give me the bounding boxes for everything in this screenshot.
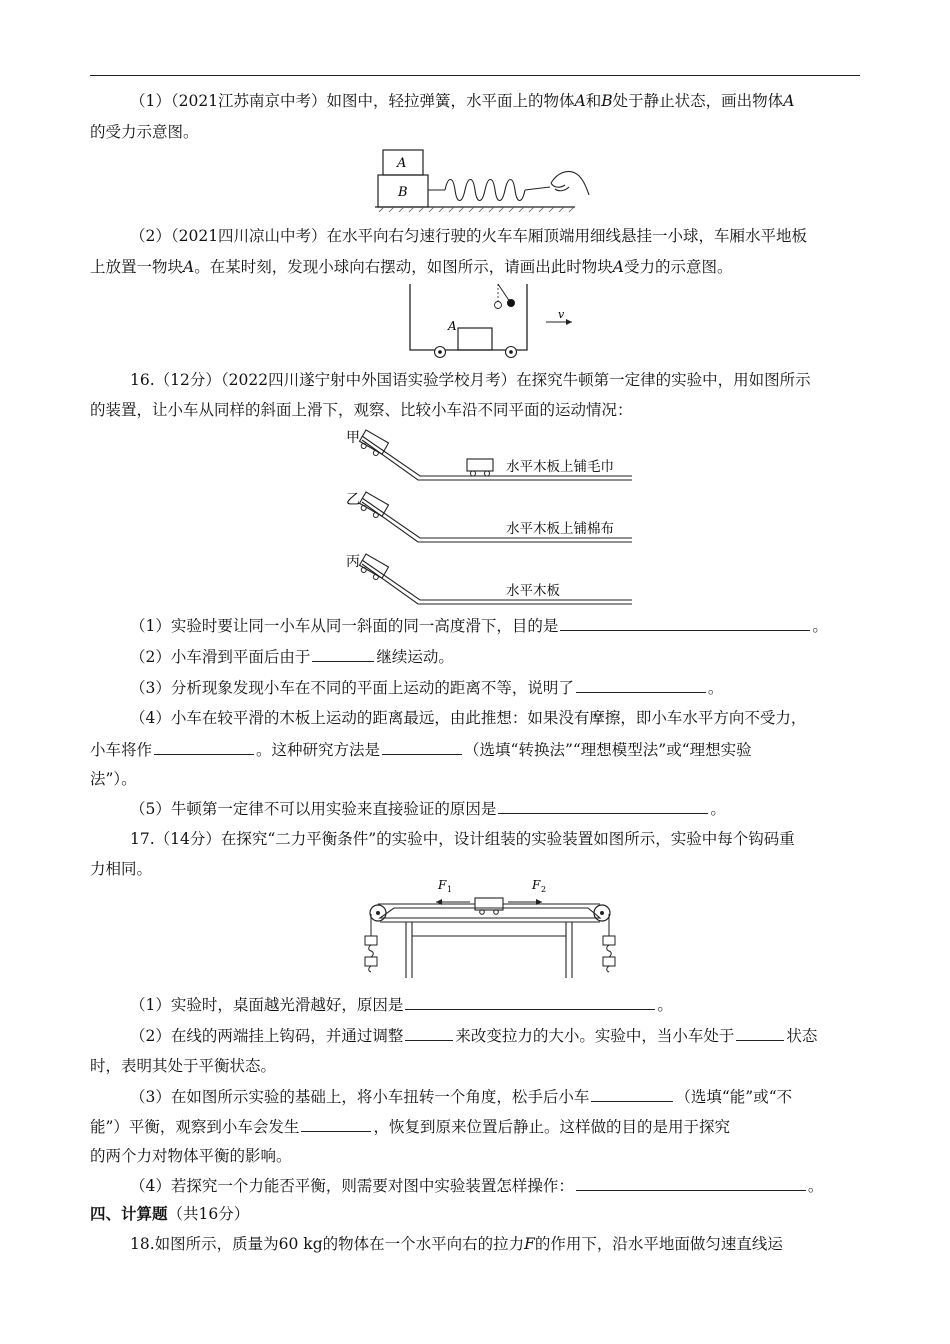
q17-sub3-line2: 能”）平衡，观察到小车会发生 ，恢复到原来位置后静止。这样做的目的是用于探究 (90, 1115, 862, 1138)
section-4-heading: 四、计算题（共16分） (90, 1204, 250, 1223)
f2-sub: 2 (541, 885, 547, 894)
q17-sub2-line2: 时，表明其处于平衡状态。 (90, 1057, 277, 1075)
ramp-bing (362, 560, 632, 604)
weight-right-1 (603, 936, 615, 945)
surface-jia: 水平木板上铺毛巾 (506, 459, 614, 475)
spring-blocks-figure (375, 145, 605, 215)
answer-blank[interactable] (154, 738, 254, 755)
q17-sub4: （4）若探究一个力能否平衡，则需要对图中实验装置怎样操作： 。 (90, 1174, 902, 1197)
train-car-figure (400, 282, 590, 362)
answer-blank[interactable] (498, 797, 708, 814)
answer-blank[interactable] (405, 1024, 453, 1041)
block-a-label: A (448, 319, 457, 333)
surface-yi: 水平木板上铺棉布 (506, 521, 614, 537)
q17-text-line2: 力相同。 (90, 860, 153, 878)
incline-experiment-figure (340, 424, 640, 606)
block-b-label: B (398, 185, 408, 200)
pendulum-ball (507, 299, 515, 307)
q16-text-line2: 的装置，让小车从同样的斜面上滑下，观察、比较小车沿不同平面的运动情况： (90, 401, 633, 419)
weight-right-2 (603, 957, 615, 966)
label-bing: 丙 (346, 554, 360, 570)
pendulum-string (498, 284, 510, 302)
ground-hatching (379, 207, 574, 212)
top-rule (90, 75, 860, 76)
q15-2-text-line1: （2）（2021四川凉山中考）在水平向右匀速行驶的火车车厢顶端用细线悬挂一小球，车厢水平地板 (130, 227, 808, 245)
answer-blank[interactable] (576, 676, 706, 693)
q16-sub4-line1: （4）小车在较平滑的木板上运动的距离最远，由此推想：如果没有摩擦，即小车水平方向不受力， (130, 709, 807, 727)
q17-sub3-line1: （3）在如图所示实验的基础上，将小车扭转一个角度，松手后小车 （选填“能”或“不 (90, 1085, 902, 1108)
f1-label: F (438, 878, 447, 892)
answer-blank[interactable] (560, 614, 810, 631)
f2-label: F (532, 878, 541, 892)
train-car-body (410, 284, 527, 350)
velocity-label: v (558, 308, 565, 321)
q17-sub1: （1）实验时，桌面越光滑越好，原因是 。 (90, 993, 902, 1016)
q17-sub3-line3: 的两个力对物体平衡的影响。 (90, 1147, 292, 1165)
q15-2-text-line2: 上放置一物块A。在某时刻，发现小球向右摆动，如图所示，请画出此时物块A受力的示意图。 (90, 258, 733, 276)
hand (551, 171, 589, 195)
answer-blank[interactable] (591, 1085, 673, 1102)
q16-sub2: （2）小车滑到平面后由于 继续运动。 (90, 645, 902, 668)
weight-left-1 (365, 936, 377, 945)
spring (445, 180, 525, 201)
q15-1-text-line1: （1）（2021江苏南京中考）如图中，轻拉弹簧，水平面上的物体A和B处于静止状态，画出物体A (130, 92, 795, 110)
q16-sub4-line3: 法”）。 (90, 770, 137, 788)
spring-end (525, 187, 550, 190)
answer-blank[interactable] (301, 1115, 371, 1132)
force-balance-figure (360, 878, 620, 986)
cart-jia-bottom (467, 459, 493, 476)
block-a (458, 328, 492, 350)
answer-blank[interactable] (382, 738, 462, 755)
answer-blank[interactable] (312, 645, 374, 662)
answer-blank[interactable] (576, 1174, 806, 1191)
q16-text-line1: 16.（12分）（2022四川遂宁射中外国语实验学校月考）在探究牛顿第一定律的实验中，用如图所示 (130, 371, 811, 389)
q15-1-text-line2: 的受力示意图。 (90, 123, 199, 141)
q18-text-line1: 18.如图所示，质量为60 kg的物体在一个水平向右的拉力F的作用下，沿水平地面做匀速直线运 (130, 1235, 783, 1253)
q16-sub1: （1）实验时要让同一小车从同一斜面的同一高度滑下，目的是 。 (90, 614, 902, 637)
pendulum-rest-position (495, 302, 502, 309)
f1-sub: 1 (447, 885, 453, 894)
label-yi: 乙 (346, 492, 360, 508)
answer-blank[interactable] (405, 993, 655, 1010)
q17-text-line1: 17.（14分）在探究“二力平衡条件”的实验中，设计组装的实验装置如图所示，实验中每个钩码重 (130, 830, 795, 848)
answer-blank[interactable] (736, 1024, 784, 1041)
q16-sub3: （3）分析现象发现小车在不同的平面上运动的距离不等，说明了 。 (90, 676, 902, 699)
surface-bing: 水平木板 (506, 583, 560, 599)
q17-sub2-line1: （2）在线的两端挂上钩码，并通过调整 来改变拉力的大小。实验中，当小车处于 状态 (90, 1024, 902, 1047)
q16-sub4-line2: 小车将作 。这种研究方法是 （选填“转换法”“理想模型法”或“理想实验 (90, 738, 862, 761)
label-jia: 甲 (346, 430, 360, 446)
table-legs (406, 922, 572, 978)
block-a-label: A (397, 156, 407, 171)
weight-left-2 (365, 957, 377, 966)
q16-sub5: （5）牛顿第一定律不可以用实验来直接验证的原因是 。 (90, 797, 902, 820)
